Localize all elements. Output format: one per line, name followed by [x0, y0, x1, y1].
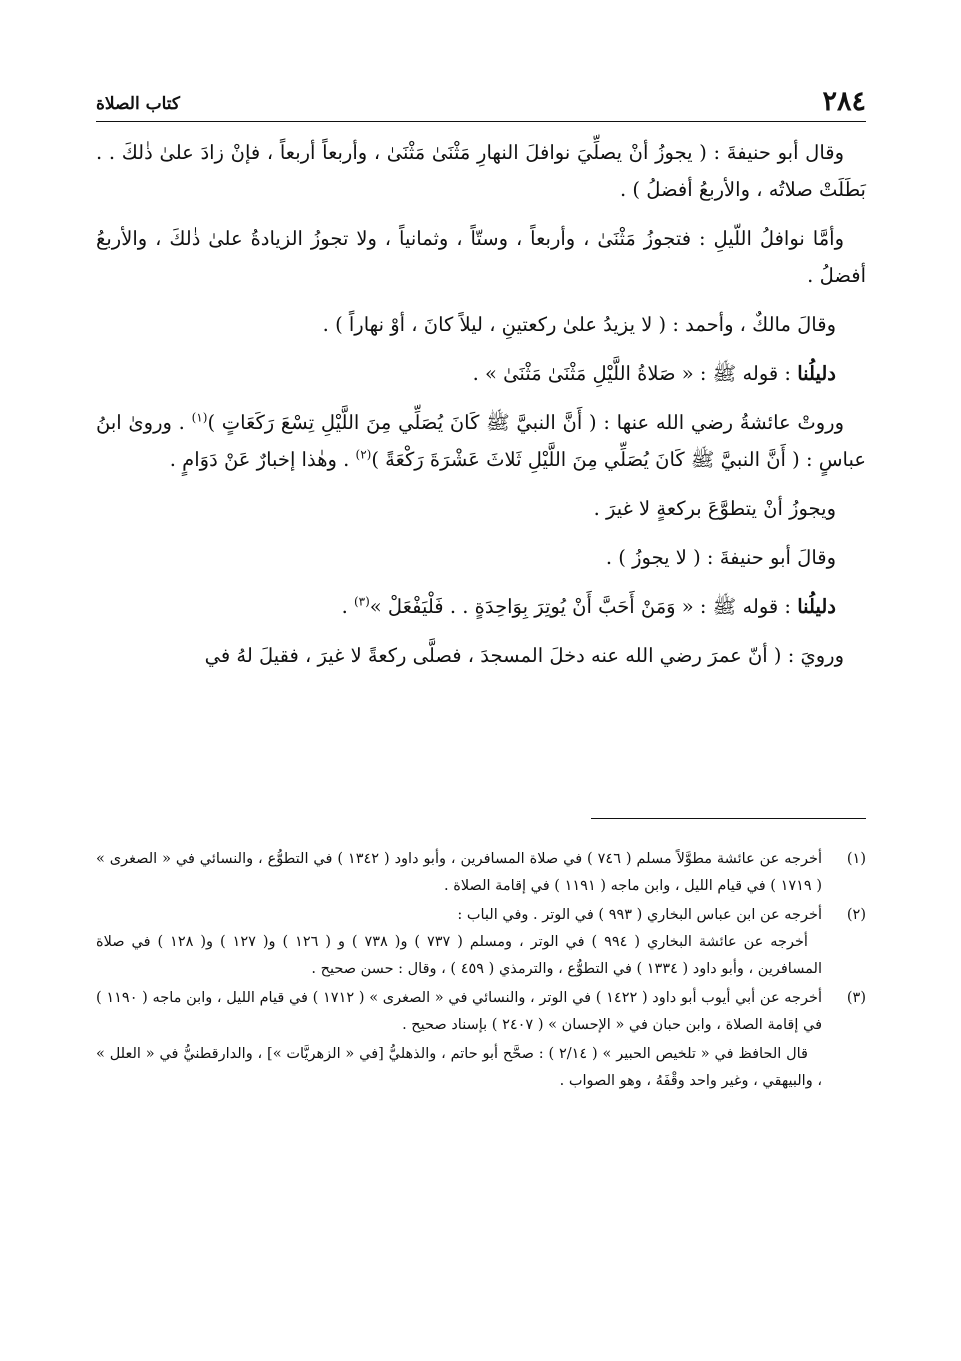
- footnote-ref-1[interactable]: (١): [191, 410, 208, 425]
- footnote-2: [96, 902, 866, 983]
- paragraph-evidence-2: [96, 588, 866, 625]
- evidence-label: دليلُنا: [797, 362, 836, 385]
- footnote-ref-2[interactable]: (٢): [355, 447, 372, 462]
- footnote-ref-3[interactable]: (٣): [353, 594, 370, 609]
- paragraph-evidence-1: [96, 355, 866, 392]
- aisha-narration: وروتْ عائشةُ رضي الله عنها : ( أَنَّ النبيَّ ﷺ كَانَ يُصَلِّي مِنَ اللَّيْلِ تِسْعَ رَكَعَاتٍ ): [207, 411, 845, 434]
- footnote-number: (٣): [846, 990, 866, 1006]
- evidence-text: : قوله ﷺ : « صَلاةُ اللَّيْلِ مَثْنَىٰ مَثْنَىٰ » .: [472, 362, 798, 385]
- footnote-line: أخرجه عن ابن عباس البخاري ( ٩٩٣ ) في الوتر . وفي الباب :: [457, 907, 822, 923]
- ibn-abbas-narration: . وروىٰ ابنُ عباسٍ : ( أَنَّ النبيَّ ﷺ كَانَ يُصَلِّي مِنَ اللَّيْلِ ثَلاثَ عَشْرَةَ رَكْعَةً ): [96, 411, 866, 471]
- paragraph-umar-narration: ورويَ : ( أنّ عمرَ رضي الله عنه دخلَ المسجدَ ، فصلَّى ركعةً لا غيرَ ، فقيلَ لهُ في: [204, 644, 844, 667]
- paragraph-abu-hanifa-day-prayers: وقال أبو حنيفةَ : ( يجوزُ أنْ يصلِّيَ نوافلَ النهارِ مَثْنَىٰ مَثْنَىٰ ، وأربعاً أربعاً ، فإنْ زادَ علىٰ ذٰلكَ . . بَطَلَتْ صلاتُه ، والأربعُ أفضلُ ) .: [96, 141, 866, 201]
- footnote-1: [96, 846, 866, 900]
- footnote-line: أخرجه عن عائشة البخاري ( ٩٩٤ ) في الوتر ، ومسلم ( ٧٣٧ ) و( ٧٣٨ ) و ( ١٢٦ ) و( ١٢٧ ) و( ١٢٨ ) في صلاة المسافرين ، وأبو داود ( ١٣٣٤ ) في التطوُّع ، والترمذي ( ٤٥٩ ) ، وقال : حسن صحيح .: [96, 934, 822, 977]
- footnote-line: أخرجه عن عائشة مطوَّلاً مسلم ( ٧٤٦ ) في صلاة المسافرين ، وأبو داود ( ١٣٤٢ ) في التطوُّع ، والنسائي في « الصغرى » ( ١٧١٩ ) في قيام الليل ، وابن ماجه ( ١١٩١ ) في إقامة الصلاة .: [96, 851, 822, 894]
- footnote-divider: [591, 818, 866, 819]
- footnote-3: [96, 985, 866, 1039]
- paragraph-abu-hanifa-objection: وقالَ أبو حنيفةَ : ( لا يجوزُ ) .: [605, 546, 836, 569]
- running-header: [96, 78, 866, 122]
- book-title: كتاب الصلاة: [96, 94, 181, 114]
- evidence-text: : قوله ﷺ : « وَمَنْ أَحَبَّ أَنْ يُوتِرَ بِوَاحِدَةٍ . . فَلْيَفْعَلْ »: [369, 595, 798, 618]
- paragraph-aisha-ibn-abbas: [96, 404, 866, 478]
- footnotes-section: [96, 846, 866, 1110]
- footnote-number: (٢): [846, 907, 866, 923]
- page-number: ٢٨٤: [822, 86, 866, 117]
- book-page: [96, 78, 866, 1308]
- footnote-body: [96, 846, 822, 900]
- footnote-body: [96, 985, 822, 1039]
- main-text: [96, 134, 866, 674]
- evidence-end: .: [341, 595, 354, 618]
- footnote-number: (١): [846, 851, 866, 867]
- paragraph-malik-ahmad: وقالَ مالكٌ ، وأحمد : ( لا يزيدُ علىٰ ركعتينِ ، ليلاً كانَ ، أوْ نهاراً ) .: [322, 313, 836, 336]
- paragraph-single-rakah: ويجوزُ أنْ يتطوَّعَ بركعةٍ لا غيرَ .: [593, 497, 836, 520]
- paragraph-night-prayers: وأمَّا نوافلُ اللّيلِ : فتجوزُ مَثْنَىٰ ، وأربعاً ، وستّاً ، وثمانياً ، ولا تجوزُ الزيادةُ علىٰ ذٰلكَ ، والأربعُ أفضلُ .: [96, 227, 866, 287]
- evidence-label: دليلُنا: [797, 595, 836, 618]
- footnote-body: [96, 902, 822, 983]
- footnote-continuation: قال الحافظ في « تلخيص الحبير » ( ٢/١٤ ) : صحَّح أبو حاتم ، والذهليُّ [في « الزهريَّات »] ، والدارقطنيُّ في « العلل » ، والبيهقي ، وغير واحد وقْفَهُ ، وهو الصواب .: [96, 1046, 822, 1089]
- narration-conclusion: . وهٰذا إخبارٌ عَنْ دَوَامٍ .: [169, 448, 356, 471]
- footnote-line: أخرجه عن أبي أيوب أبو داود ( ١٤٢٢ ) في الوتر ، والنسائي في « الصغرى » ( ١٧١٢ ) في قيام الليل ، وابن ماجه ( ١١٩٠ ) في إقامة الصلاة ، وابن حبان في « الإحسان » ( ٢٤٠٧ ) بإسناد صحيح .: [96, 990, 823, 1033]
